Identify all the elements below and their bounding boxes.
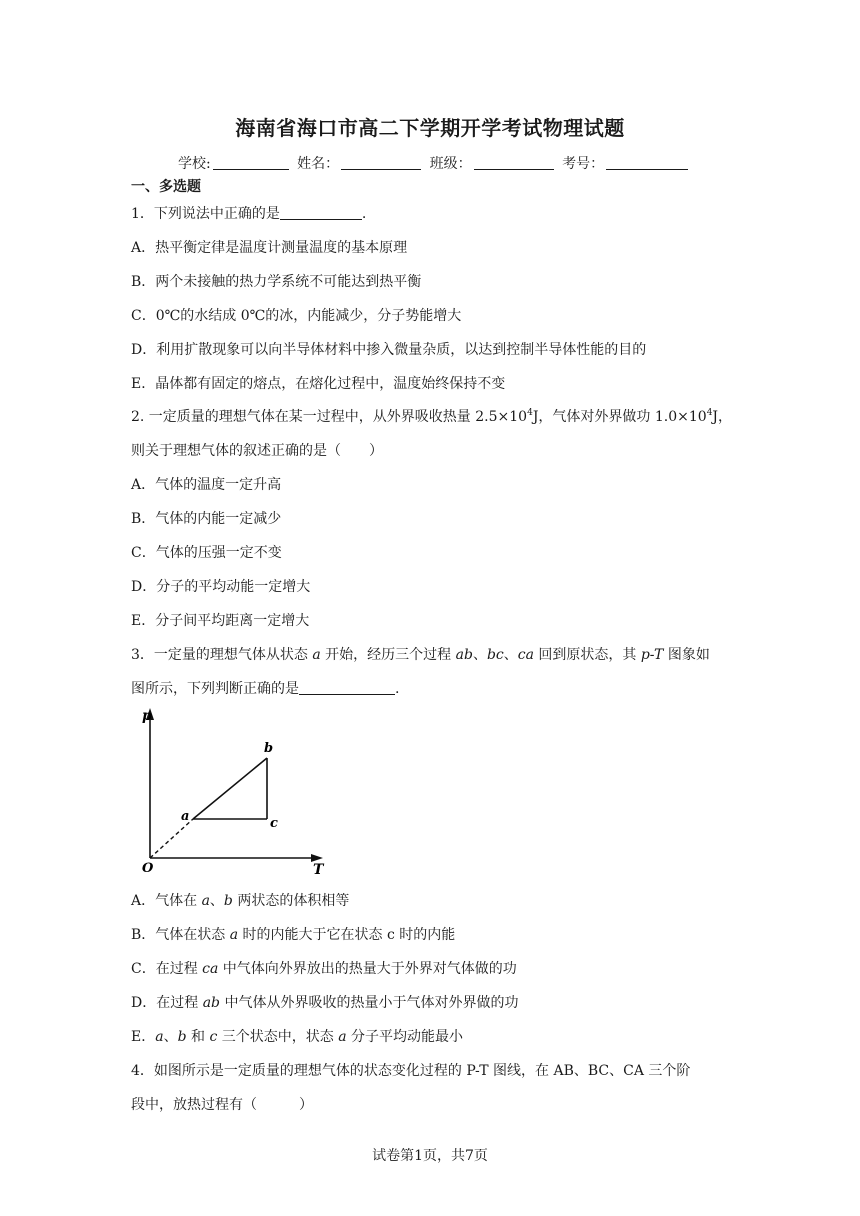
q3-option-e bbox=[131, 1026, 463, 1046]
q3c-t2: ca bbox=[202, 961, 219, 977]
name-label: 姓名： bbox=[297, 156, 340, 172]
point-a-label: a bbox=[181, 809, 190, 824]
q3-t4: ab bbox=[455, 647, 473, 663]
q3e-t1: E． bbox=[131, 1029, 156, 1045]
q3e-t2: a bbox=[155, 1029, 164, 1045]
q3-t10: p-T bbox=[640, 647, 664, 663]
q3b-t3: 时的内能大于它在状态 c 时的内能 bbox=[238, 927, 456, 943]
point-c-label: c bbox=[270, 816, 278, 831]
q1-stem-end: . bbox=[361, 206, 367, 222]
origin-label: O bbox=[142, 861, 154, 876]
q3b-t2: a bbox=[229, 927, 239, 943]
q3c-t1: C．在过程 bbox=[131, 961, 203, 977]
q3-t11: 图象如 bbox=[663, 647, 710, 663]
q3-t7: 、 bbox=[503, 647, 518, 663]
point-b-label: b bbox=[264, 741, 274, 756]
q3-option-b bbox=[131, 924, 455, 944]
q1-option-a: A．热平衡定律是温度计测量温度的基本原理 bbox=[131, 240, 408, 256]
q2-exponent-1: 4 bbox=[527, 408, 533, 418]
q2-option-c: C．气体的压强一定不变 bbox=[131, 545, 282, 561]
q1-option-d: D．利用扩散现象可以向半导体材料中掺入微量杂质，以达到控制半导体性能的目的 bbox=[131, 342, 647, 358]
q3e-t3: 、 bbox=[163, 1029, 178, 1045]
t-axis-label: T bbox=[313, 862, 324, 876]
q3-answer-blank[interactable] bbox=[299, 680, 395, 695]
q1-answer-blank[interactable] bbox=[280, 205, 362, 220]
q4-stem-line1: 4．如图所示是一定质量的理想气体的状态变化过程的 P-T 图线，在 AB、BC、CA 三个阶 bbox=[131, 1063, 691, 1079]
name-blank[interactable] bbox=[341, 155, 421, 170]
q1-stem bbox=[131, 203, 366, 223]
class-label: 班级： bbox=[429, 156, 472, 172]
t-axis-arrow bbox=[311, 854, 323, 862]
q3e-t5: 和 bbox=[186, 1029, 210, 1045]
q3-t6: bc bbox=[486, 647, 504, 663]
q3c-t3: 中气体向外界放出的热量大于外界对气体做的功 bbox=[218, 961, 517, 977]
page-title: 海南省海口市高二下学期开学考试物理试题 bbox=[235, 116, 625, 140]
q2-option-e: E．分子间平均距离一定增大 bbox=[131, 613, 310, 629]
q3-t8: ca bbox=[517, 647, 534, 663]
q2-text-2: J，气体对外界做功 1.0×10 bbox=[532, 409, 707, 425]
number-label: 考号： bbox=[562, 156, 605, 172]
q2-option-a: A．气体的温度一定升高 bbox=[131, 477, 282, 493]
class-blank[interactable] bbox=[474, 155, 554, 170]
number-blank[interactable] bbox=[606, 155, 688, 170]
q4-stem-line2: 段中，放热过程有（ ） bbox=[131, 1097, 313, 1113]
q3-stem-line1 bbox=[131, 644, 710, 664]
process-ab bbox=[193, 758, 267, 819]
q2-stem-line2: 则关于理想气体的叙述正确的是（ ） bbox=[131, 443, 383, 459]
q3-t9: 回到原状态，其 bbox=[533, 647, 641, 663]
q3e-t4: b bbox=[177, 1029, 187, 1045]
page-footer: 试卷第1页，共7页 bbox=[372, 1148, 488, 1164]
q3d-t2: ab bbox=[202, 995, 220, 1011]
q3-option-c bbox=[131, 958, 517, 978]
q3e-t8: a bbox=[338, 1029, 347, 1045]
q3a-t4: b bbox=[223, 893, 233, 909]
school-blank[interactable] bbox=[213, 155, 289, 170]
q3-option-d bbox=[131, 992, 518, 1012]
q3-option-a bbox=[131, 890, 349, 910]
q2-exponent-2: 4 bbox=[706, 408, 713, 418]
school-label: 学校: bbox=[178, 156, 211, 172]
q3-t3: 开始，经历三个过程 bbox=[320, 647, 456, 663]
q3d-t3: 中气体从外界吸收的热量小于气体对外界做的功 bbox=[220, 995, 519, 1011]
q1-option-c: C．0℃的水结成 0℃的冰，内能减少，分子势能增大 bbox=[131, 308, 462, 324]
q1-option-b: B．两个未接触的热力学系统不可能达到热平衡 bbox=[131, 274, 422, 290]
student-info-row bbox=[178, 153, 692, 173]
q2-text-3: J， bbox=[712, 409, 733, 425]
q3b-t1: B．气体在状态 bbox=[131, 927, 230, 943]
q3a-t3: 、 bbox=[209, 893, 224, 909]
p-axis-label: p bbox=[142, 708, 152, 724]
section-heading: 一、多选题 bbox=[131, 179, 201, 195]
q3a-t1: A．气体在 bbox=[131, 893, 202, 909]
q1-stem-text: 1．下列说法中正确的是 bbox=[131, 206, 280, 222]
dashed-extension bbox=[150, 819, 193, 858]
q3a-t5: 两状态的体积相等 bbox=[232, 893, 350, 909]
q3-t2: a bbox=[312, 647, 321, 663]
q3-t12: 图所示，下列判断正确的是 bbox=[131, 681, 299, 697]
q3a-t2: a bbox=[201, 893, 210, 909]
q3-t5: 、 bbox=[472, 647, 487, 663]
q3e-t9: 分子平均动能最小 bbox=[346, 1029, 464, 1045]
q3e-t6: c bbox=[209, 1029, 218, 1045]
q2-option-d: D．分子的平均动能一定增大 bbox=[131, 579, 311, 595]
q3d-t1: D．在过程 bbox=[131, 995, 203, 1011]
q3-t1: 3．一定量的理想气体从状态 bbox=[131, 647, 313, 663]
q3-stem-line2 bbox=[131, 678, 399, 698]
q2-option-b: B．气体的内能一定减少 bbox=[131, 511, 282, 527]
q1-option-e: E．晶体都有固定的熔点，在熔化过程中，温度始终保持不变 bbox=[131, 376, 506, 392]
pt-diagram bbox=[131, 700, 331, 876]
q2-stem-line1 bbox=[131, 406, 732, 426]
q2-text-1: 2. 一定质量的理想气体在某一过程中，从外界吸收热量 2.5×10 bbox=[131, 409, 528, 425]
q3-t13: . bbox=[395, 681, 400, 697]
q3e-t7: 三个状态中，状态 bbox=[217, 1029, 339, 1045]
